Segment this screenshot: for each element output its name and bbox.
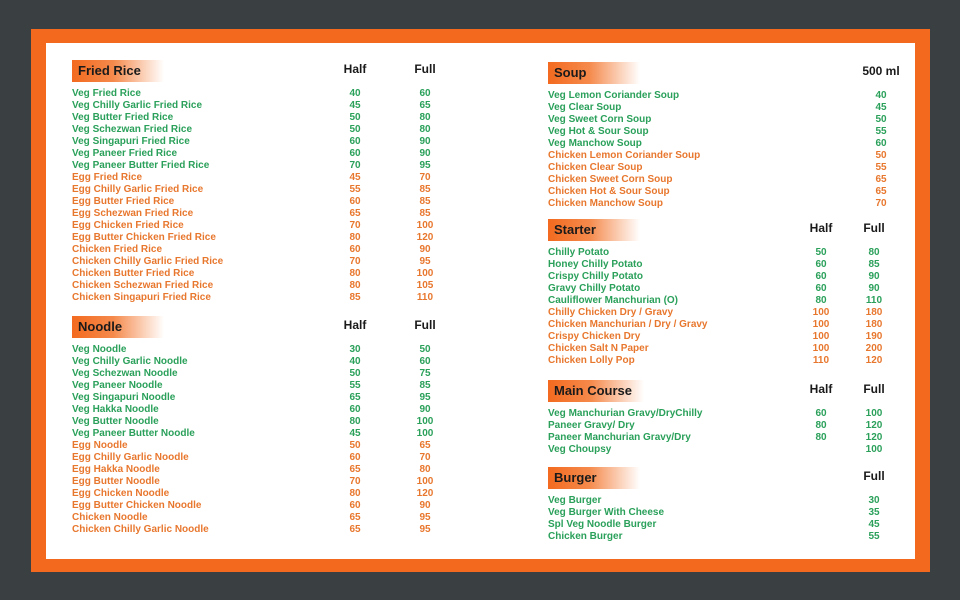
price-full: 110: [416, 292, 434, 303]
price-half: 80: [349, 280, 361, 291]
price-half: 50: [349, 112, 361, 123]
price-full: 90: [419, 244, 431, 255]
section-title: Fried Rice: [72, 60, 164, 82]
menu-item: [72, 268, 434, 280]
menu-item: [548, 531, 898, 543]
column-header-half: Half: [809, 221, 833, 235]
column-header-full: 500 ml: [862, 64, 900, 78]
menu-item: [72, 512, 431, 524]
item-name: Egg Hakka Noodle: [72, 464, 160, 475]
column-header-half: Half: [343, 318, 367, 332]
menu-item: [72, 380, 431, 392]
price-full: 100: [416, 416, 434, 427]
item-name: Veg Hakka Noodle: [72, 404, 159, 415]
price-half: 80: [349, 268, 361, 279]
item-name: Egg Noodle: [72, 440, 128, 451]
item-name: Veg Clear Soup: [548, 102, 622, 113]
menu-item: [548, 432, 898, 444]
item-name: Chicken Chilly Garlic Fried Rice: [72, 256, 224, 267]
price-full: 100: [416, 428, 434, 439]
item-name: Veg Singapuri Fried Rice: [72, 136, 190, 147]
price-half: 65: [349, 512, 361, 523]
item-list: [72, 344, 434, 536]
price-full: 70: [419, 172, 431, 183]
section-header: [72, 60, 436, 82]
menu-item: [548, 138, 898, 150]
price-full: 60: [875, 138, 887, 149]
price-full: 95: [419, 524, 431, 535]
price-half: 80: [349, 232, 361, 243]
section-burger: [548, 467, 898, 543]
item-name: Veg Chilly Garlic Fried Rice: [72, 100, 203, 111]
price-half: 65: [349, 464, 361, 475]
menu-item: [548, 355, 898, 367]
menu-item: [548, 343, 898, 355]
price-full: 110: [865, 295, 883, 306]
price-half: 40: [349, 88, 361, 99]
price-half: 80: [815, 432, 827, 443]
menu-item: [548, 495, 898, 507]
menu-item: [548, 259, 898, 271]
price-half: 100: [812, 307, 830, 318]
price-full: 55: [875, 126, 887, 137]
item-name: Veg Lemon Coriander Soup: [548, 90, 680, 101]
price-full: 90: [868, 283, 880, 294]
price-half: 80: [815, 295, 827, 306]
section-fried-rice: [72, 60, 436, 304]
menu-item: [72, 256, 431, 268]
price-half: 65: [349, 208, 361, 219]
item-name: Veg Choupsy: [548, 444, 612, 455]
price-half: 55: [349, 380, 361, 391]
price-full: 100: [865, 408, 883, 419]
menu-item: [548, 271, 898, 283]
price-half: 45: [349, 428, 361, 439]
section-starter: [548, 219, 898, 367]
item-name: Egg Chilly Garlic Noodle: [72, 452, 189, 463]
item-list: [548, 90, 898, 210]
menu-item: [72, 220, 434, 232]
price-half: 60: [815, 271, 827, 282]
section-title: Noodle: [72, 316, 164, 338]
price-full: 95: [419, 256, 431, 267]
menu-item: [72, 100, 431, 112]
menu-item: [548, 198, 898, 210]
item-name: Egg Butter Noodle: [72, 476, 160, 487]
item-name: Chicken Manchurian / Dry / Gravy: [548, 319, 708, 330]
item-name: Chicken Lemon Coriander Soup: [548, 150, 701, 161]
price-full: 85: [419, 208, 431, 219]
price-full: 85: [419, 196, 431, 207]
price-full: 50: [419, 344, 431, 355]
menu-item: [72, 196, 431, 208]
price-full: 190: [865, 331, 883, 342]
section-header: [548, 219, 898, 241]
price-full: 45: [875, 102, 887, 113]
price-full: 35: [868, 507, 880, 518]
column-header-full: Full: [863, 469, 885, 483]
price-half: 45: [349, 100, 361, 111]
price-half: 50: [815, 247, 827, 258]
price-full: 55: [875, 162, 887, 173]
section-title: Burger: [548, 467, 640, 489]
price-full: 105: [416, 280, 434, 291]
item-name: Egg Chilly Garlic Fried Rice: [72, 184, 204, 195]
menu-item: [548, 519, 898, 531]
price-half: 60: [349, 500, 361, 511]
price-full: 85: [419, 184, 431, 195]
menu-item: [72, 488, 434, 500]
section-title: Main Course: [548, 380, 644, 402]
price-half: 65: [349, 524, 361, 535]
menu-item: [72, 280, 434, 292]
column-header-full: Full: [414, 62, 436, 76]
menu-item: [72, 208, 431, 220]
menu-item: [548, 102, 898, 114]
menu-item: [72, 112, 431, 124]
price-full: 65: [875, 174, 887, 185]
price-half: 65: [349, 392, 361, 403]
column-header-full: Full: [414, 318, 436, 332]
menu-item: [548, 150, 898, 162]
column-header-full: Full: [863, 221, 885, 235]
price-full: 100: [416, 268, 434, 279]
section-title: Starter: [548, 219, 640, 241]
price-half: 60: [349, 196, 361, 207]
item-name: Chicken Schezwan Fried Rice: [72, 280, 214, 291]
price-full: 85: [868, 259, 880, 270]
menu-item: [548, 283, 898, 295]
menu-item: [72, 292, 434, 304]
price-half: 55: [349, 184, 361, 195]
price-full: 95: [419, 392, 431, 403]
menu-item: [72, 172, 431, 184]
item-name: Paneer Manchurian Gravy/Dry: [548, 432, 691, 443]
price-half: 60: [349, 404, 361, 415]
menu-item: [72, 148, 431, 160]
price-full: 70: [419, 452, 431, 463]
section-header: [548, 62, 898, 84]
price-full: 95: [419, 160, 431, 171]
price-full: 120: [865, 420, 883, 431]
item-name: Chicken Singapuri Fried Rice: [72, 292, 211, 303]
price-full: 100: [416, 476, 434, 487]
price-half: 85: [349, 292, 361, 303]
price-half: 70: [349, 256, 361, 267]
price-half: 100: [812, 343, 830, 354]
price-full: 180: [865, 307, 883, 318]
price-half: 110: [812, 355, 830, 366]
menu-item: [72, 368, 431, 380]
item-name: Egg Fried Rice: [72, 172, 143, 183]
menu-item: [72, 356, 431, 368]
section-header: [72, 316, 436, 338]
menu-item: [548, 114, 898, 126]
item-name: Chicken Lolly Pop: [548, 355, 635, 366]
price-half: 80: [349, 416, 361, 427]
item-name: Veg Paneer Butter Fried Rice: [72, 160, 210, 171]
menu-item: [548, 126, 898, 138]
section-main-course: [548, 380, 898, 456]
price-full: 65: [419, 440, 431, 451]
menu-item: [548, 186, 898, 198]
item-name: Cauliflower Manchurian (O): [548, 295, 679, 306]
menu-item: [72, 136, 431, 148]
item-name: Veg Fried Rice: [72, 88, 141, 99]
item-name: Chicken Salt N Paper: [548, 343, 649, 354]
menu-item: [72, 160, 431, 172]
menu-page: [46, 43, 915, 559]
item-name: Veg Burger With Cheese: [548, 507, 665, 518]
price-full: 65: [419, 100, 431, 111]
menu-item: [72, 428, 434, 440]
price-half: 45: [349, 172, 361, 183]
menu-item: [548, 307, 898, 319]
item-name: Veg Butter Fried Rice: [72, 112, 174, 123]
menu-item: [72, 464, 431, 476]
price-half: 60: [349, 136, 361, 147]
price-full: 60: [419, 88, 431, 99]
item-name: Chicken Fried Rice: [72, 244, 163, 255]
price-full: 120: [416, 488, 434, 499]
price-full: 90: [868, 271, 880, 282]
item-name: Egg Chicken Noodle: [72, 488, 170, 499]
item-name: Egg Chicken Fried Rice: [72, 220, 184, 231]
price-full: 30: [868, 495, 880, 506]
price-half: 60: [815, 408, 827, 419]
item-name: Chicken Clear Soup: [548, 162, 643, 173]
menu-item: [72, 184, 431, 196]
menu-item: [548, 319, 898, 331]
menu-item: [72, 440, 431, 452]
menu-item: [72, 88, 431, 100]
price-half: 100: [812, 331, 830, 342]
item-name: Egg Butter Chicken Fried Rice: [72, 232, 216, 243]
price-full: 70: [875, 198, 887, 209]
price-full: 55: [868, 531, 880, 542]
menu-item: [548, 174, 898, 186]
item-name: Veg Paneer Noodle: [72, 380, 163, 391]
column-header-half: Half: [343, 62, 367, 76]
item-name: Veg Burger: [548, 495, 602, 506]
item-name: Egg Butter Fried Rice: [72, 196, 175, 207]
item-name: Veg Manchow Soup: [548, 138, 642, 149]
menu-item: [72, 416, 434, 428]
price-full: 90: [419, 500, 431, 511]
item-name: Chicken Burger: [548, 531, 623, 542]
item-name: Egg Butter Chicken Noodle: [72, 500, 202, 511]
item-name: Veg Singapuri Noodle: [72, 392, 176, 403]
price-half: 60: [815, 283, 827, 294]
price-full: 65: [875, 186, 887, 197]
item-name: Spl Veg Noodle Burger: [548, 519, 657, 530]
price-full: 120: [865, 432, 883, 443]
item-name: Chicken Sweet Corn Soup: [548, 174, 673, 185]
price-full: 200: [865, 343, 883, 354]
price-full: 40: [875, 90, 887, 101]
item-name: Veg Paneer Butter Noodle: [72, 428, 195, 439]
price-full: 45: [868, 519, 880, 530]
item-name: Veg Sweet Corn Soup: [548, 114, 652, 125]
price-half: 40: [349, 356, 361, 367]
price-full: 180: [865, 319, 883, 330]
item-name: Chicken Butter Fried Rice: [72, 268, 195, 279]
item-list: [72, 88, 434, 304]
item-list: [548, 495, 898, 543]
item-name: Chicken Manchow Soup: [548, 198, 664, 209]
item-name: Veg Manchurian Gravy/DryChilly: [548, 408, 703, 419]
price-full: 80: [419, 464, 431, 475]
price-full: 95: [419, 512, 431, 523]
item-name: Veg Schezwan Noodle: [72, 368, 178, 379]
menu-item: [72, 524, 431, 536]
item-list: [548, 247, 898, 367]
menu-item: [72, 500, 431, 512]
item-name: Chicken Noodle: [72, 512, 148, 523]
price-half: 50: [349, 440, 361, 451]
menu-item: [548, 247, 898, 259]
item-name: Chilly Chicken Dry / Gravy: [548, 307, 674, 318]
price-half: 80: [349, 488, 361, 499]
price-half: 70: [349, 160, 361, 171]
item-name: Chicken Hot & Sour Soup: [548, 186, 670, 197]
price-full: 50: [875, 150, 887, 161]
menu-item: [548, 90, 898, 102]
menu-item: [72, 244, 431, 256]
price-full: 85: [419, 380, 431, 391]
price-half: 60: [349, 244, 361, 255]
price-half: 70: [349, 220, 361, 231]
price-full: 120: [416, 232, 434, 243]
column-header-full: Full: [863, 382, 885, 396]
price-full: 60: [419, 356, 431, 367]
item-name: Veg Paneer Fried Rice: [72, 148, 178, 159]
item-name: Veg Hot & Sour Soup: [548, 126, 649, 137]
menu-item: [72, 344, 431, 356]
column-header-half: Half: [809, 382, 833, 396]
menu-item: [72, 452, 431, 464]
item-name: Veg Noodle: [72, 344, 127, 355]
price-full: 80: [419, 112, 431, 123]
section-header: [548, 380, 898, 402]
price-half: 80: [815, 420, 827, 431]
item-name: Veg Schezwan Fried Rice: [72, 124, 193, 135]
price-full: 80: [868, 247, 880, 258]
menu-item: [548, 295, 898, 307]
item-name: Crispy Chicken Dry: [548, 331, 641, 342]
item-name: Egg Schezwan Fried Rice: [72, 208, 194, 219]
price-half: 50: [349, 368, 361, 379]
price-half: 60: [349, 452, 361, 463]
item-name: Paneer Gravy/ Dry: [548, 420, 635, 431]
price-full: 90: [419, 136, 431, 147]
menu-item: [548, 444, 898, 456]
menu-item: [72, 392, 431, 404]
menu-item: [548, 408, 898, 420]
price-full: 90: [419, 404, 431, 415]
item-name: Veg Butter Noodle: [72, 416, 159, 427]
item-name: Crispy Chilly Potato: [548, 271, 644, 282]
item-name: Gravy Chilly Potato: [548, 283, 641, 294]
section-noodle: [72, 316, 436, 536]
item-list: [548, 408, 898, 456]
menu-item: [72, 232, 434, 244]
menu-item: [548, 331, 898, 343]
price-half: 100: [812, 319, 830, 330]
price-full: 100: [416, 220, 434, 231]
item-name: Chilly Potato: [548, 247, 610, 258]
item-name: Veg Chilly Garlic Noodle: [72, 356, 188, 367]
menu-item: [72, 124, 431, 136]
price-full: 90: [419, 148, 431, 159]
section-header: [548, 467, 898, 489]
price-full: 120: [865, 355, 883, 366]
menu-item: [548, 507, 898, 519]
price-full: 50: [875, 114, 887, 125]
price-full: 75: [419, 368, 431, 379]
menu-item: [72, 476, 434, 488]
price-half: 30: [349, 344, 361, 355]
price-half: 60: [349, 148, 361, 159]
section-title: Soup: [548, 62, 640, 84]
menu-item: [548, 162, 898, 174]
price-full: 80: [419, 124, 431, 135]
price-half: 70: [349, 476, 361, 487]
price-half: 60: [815, 259, 827, 270]
price-half: 50: [349, 124, 361, 135]
menu-item: [72, 404, 431, 416]
item-name: Honey Chilly Potato: [548, 259, 643, 270]
item-name: Chicken Chilly Garlic Noodle: [72, 524, 209, 535]
price-full: 100: [865, 444, 883, 455]
menu-item: [548, 420, 898, 432]
section-soup: [548, 62, 898, 210]
